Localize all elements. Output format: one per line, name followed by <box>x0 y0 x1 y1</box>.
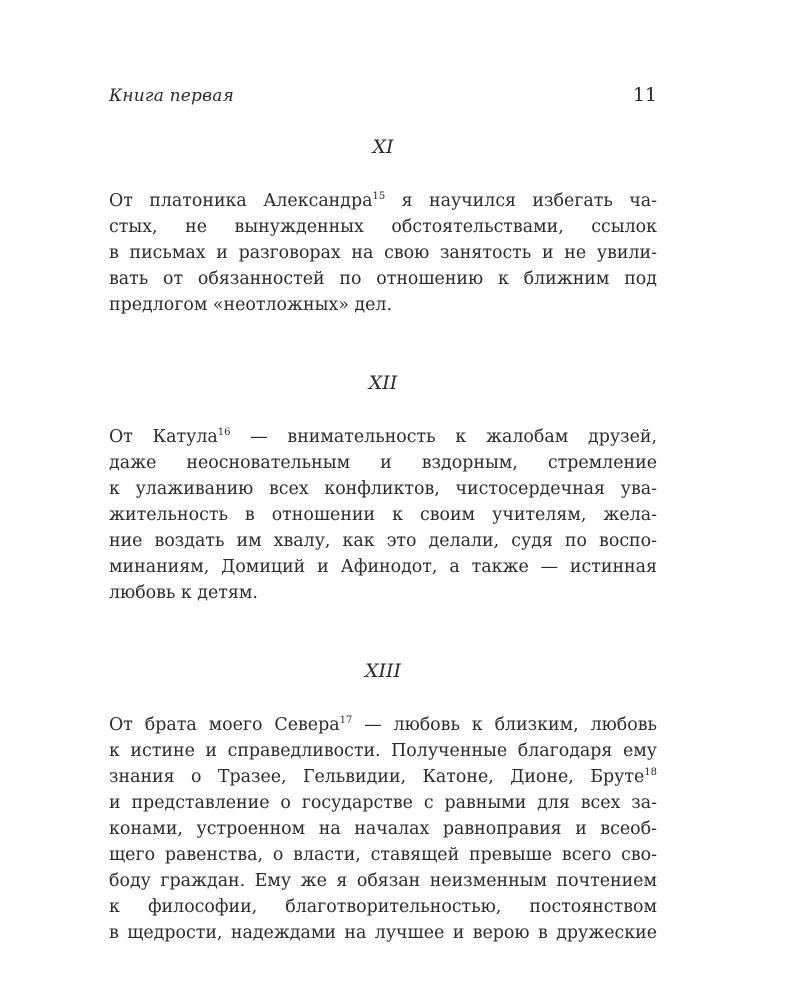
line-text-before-note: От платоника Александра <box>109 191 373 211</box>
text-line: даже неосновательным и вздорным, стремление <box>109 453 657 473</box>
text-line: щего равенства, о власти, ставящей превыше всего сво- <box>109 845 657 865</box>
book-title: Книга первая <box>109 86 235 106</box>
text-line: предлогом «неотложных» дел. <box>109 295 392 315</box>
running-head <box>109 84 657 112</box>
text-line: в письмах и разговорах на свою занятость и не увили- <box>109 243 657 263</box>
text-line: боду граждан. Ему же я обязан неизменным почтением <box>109 871 657 891</box>
text-line: к улаживанию всех конфликтов, чистосердечная ува- <box>109 479 657 499</box>
section-paragraph <box>109 188 657 318</box>
book-page <box>109 84 657 946</box>
section-paragraph <box>109 424 657 606</box>
section-heading: XIII <box>364 660 402 682</box>
section-heading: XI <box>372 136 394 158</box>
text-line: стых, не вынужденных обстоятельствами, ссылок <box>109 217 657 237</box>
text-line <box>109 188 657 214</box>
page-number: 11 <box>632 84 657 106</box>
section-gap <box>109 606 657 636</box>
text-line: ние воздать им хвалу, как это делали, судя по воспо- <box>109 531 657 551</box>
line-text-after-note: я научился избегать ча- <box>385 191 657 211</box>
line-text-before-note: От брата моего Севера <box>109 715 340 735</box>
line-text-after-note: — внимательность к жалобам друзей, <box>230 427 657 447</box>
footnote-reference[interactable]: 15 <box>372 191 386 203</box>
section-paragraph <box>109 712 657 946</box>
section-gap <box>109 318 657 348</box>
footnote-reference[interactable]: 17 <box>339 715 353 727</box>
text-line: конами, устроенном на началах равноправия и всеоб- <box>109 819 657 839</box>
text-line: и представление о государстве с равными для всех за- <box>109 793 657 813</box>
text-line <box>109 424 657 450</box>
line-text-before-note: знания о Тразее, Гельвидии, Катоне, Дионе, Бруте <box>109 767 645 787</box>
line-text-after-note: — любовь к близким, любовь <box>352 715 657 735</box>
line-text-before-note: От Катула <box>109 427 218 447</box>
text-line: к истине и справедливости. Полученные благодаря ему <box>109 741 657 761</box>
text-line: минаниям, Домиций и Афинодот, а также — истинная <box>109 557 657 577</box>
sections-container <box>109 136 657 946</box>
text-line: к философии, благотворительностью, постоянством <box>109 897 657 917</box>
text-line: вать от обязанностей по отношению к ближним под <box>109 269 657 289</box>
text-line: в щедрости, надеждами на лучшее и верою в дружеские <box>109 923 657 943</box>
text-line: жительность в отношении к своим учителям, жела- <box>109 505 657 525</box>
text-line <box>109 712 657 738</box>
text-line <box>109 764 657 790</box>
footnote-reference[interactable]: 16 <box>217 427 231 439</box>
text-line: любовь к детям. <box>109 583 258 603</box>
section-heading: XII <box>368 372 398 394</box>
footnote-reference[interactable]: 18 <box>644 767 657 779</box>
